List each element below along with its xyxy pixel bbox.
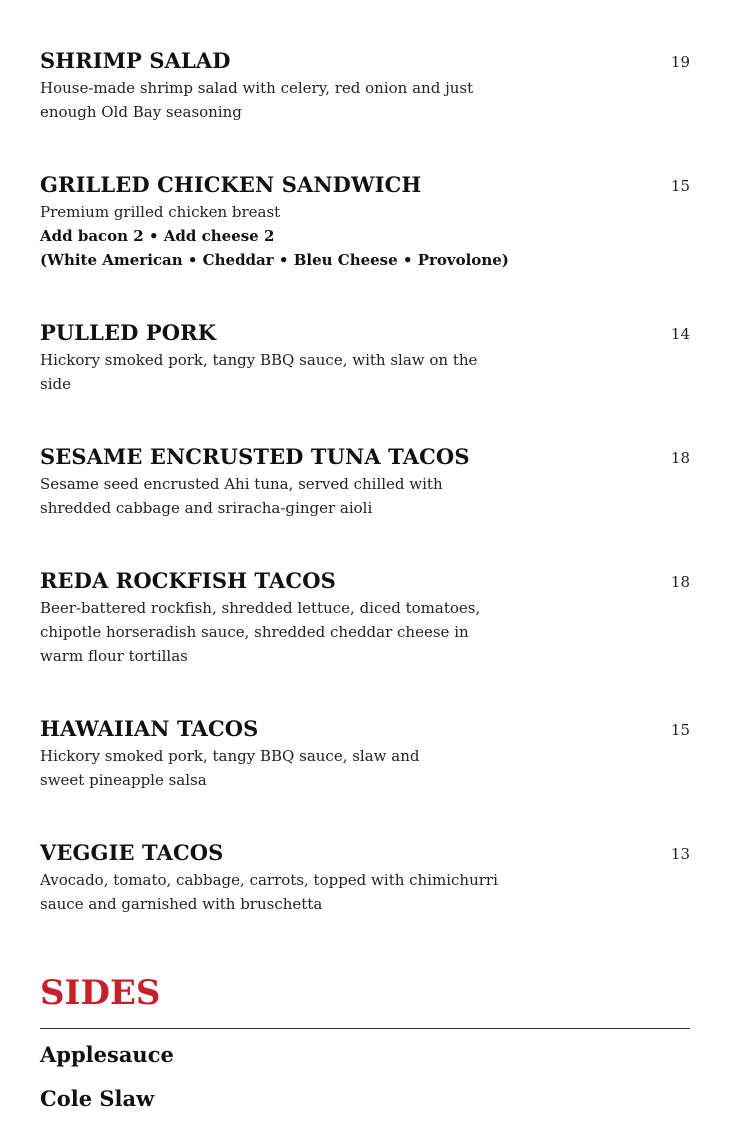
menu-item-description: Hickory smoked pork, tangy BBQ sauce, slaw and sweet pineapple salsa — [40, 747, 420, 789]
menu-item-cheese-options: (White American • Cheddar • Bleu Cheese • Provolone) — [40, 251, 509, 269]
sides-heading: SIDES — [40, 970, 690, 1029]
side-item: Cole Slaw — [40, 1086, 155, 1111]
menu-items-list — [40, 46, 690, 962]
menu-item-price: 15 — [670, 721, 690, 739]
sides-list — [40, 1033, 690, 1121]
menu-item-title: GRILLED CHICKEN SANDWICH — [40, 172, 422, 197]
menu-item-price: 14 — [670, 325, 690, 343]
menu-item-description: Hickory smoked pork, tangy BBQ sauce, with slaw on the side — [40, 351, 478, 393]
menu-item-title: VEGGIE TACOS — [40, 840, 224, 865]
menu-item-price: 19 — [670, 53, 690, 71]
menu-item-price: 18 — [670, 449, 690, 467]
menu-item-price: 18 — [670, 573, 690, 591]
menu-item-description: Avocado, tomato, cabbage, carrots, topped with chimichurri sauce and garnished with bruschetta — [40, 871, 498, 913]
menu-item-description: Beer-battered rockfish, shredded lettuce, diced tomatoes, chipotle horseradish sauce, shredded cheddar cheese in warm flour tortillas — [40, 599, 481, 665]
menu-item — [40, 46, 690, 124]
menu-item — [40, 838, 690, 916]
menu-item-description: House-made shrimp salad with celery, red onion and just enough Old Bay seasoning — [40, 79, 474, 121]
sides-section — [40, 970, 690, 1121]
menu-item — [40, 566, 690, 668]
menu-item-title: HAWAIIAN TACOS — [40, 716, 259, 741]
menu-item-title: SHRIMP SALAD — [40, 48, 231, 73]
menu-item — [40, 714, 690, 792]
menu-item-price: 15 — [670, 177, 690, 195]
menu-item-price: 13 — [670, 845, 690, 863]
menu-item-title: SESAME ENCRUSTED TUNA TACOS — [40, 444, 470, 469]
menu-item-addons: Add bacon 2 • Add cheese 2 — [40, 227, 275, 245]
side-item: Applesauce — [40, 1042, 174, 1067]
menu-item-title: REDA ROCKFISH TACOS — [40, 568, 336, 593]
menu-item — [40, 442, 690, 520]
menu-item-title: PULLED PORK — [40, 320, 217, 345]
menu-item — [40, 170, 690, 272]
menu-item-description: Sesame seed encrusted Ahi tuna, served chilled with shredded cabbage and sriracha-ginger aioli — [40, 475, 443, 517]
menu-item-description: Premium grilled chicken breast — [40, 203, 281, 221]
menu-item — [40, 318, 690, 396]
